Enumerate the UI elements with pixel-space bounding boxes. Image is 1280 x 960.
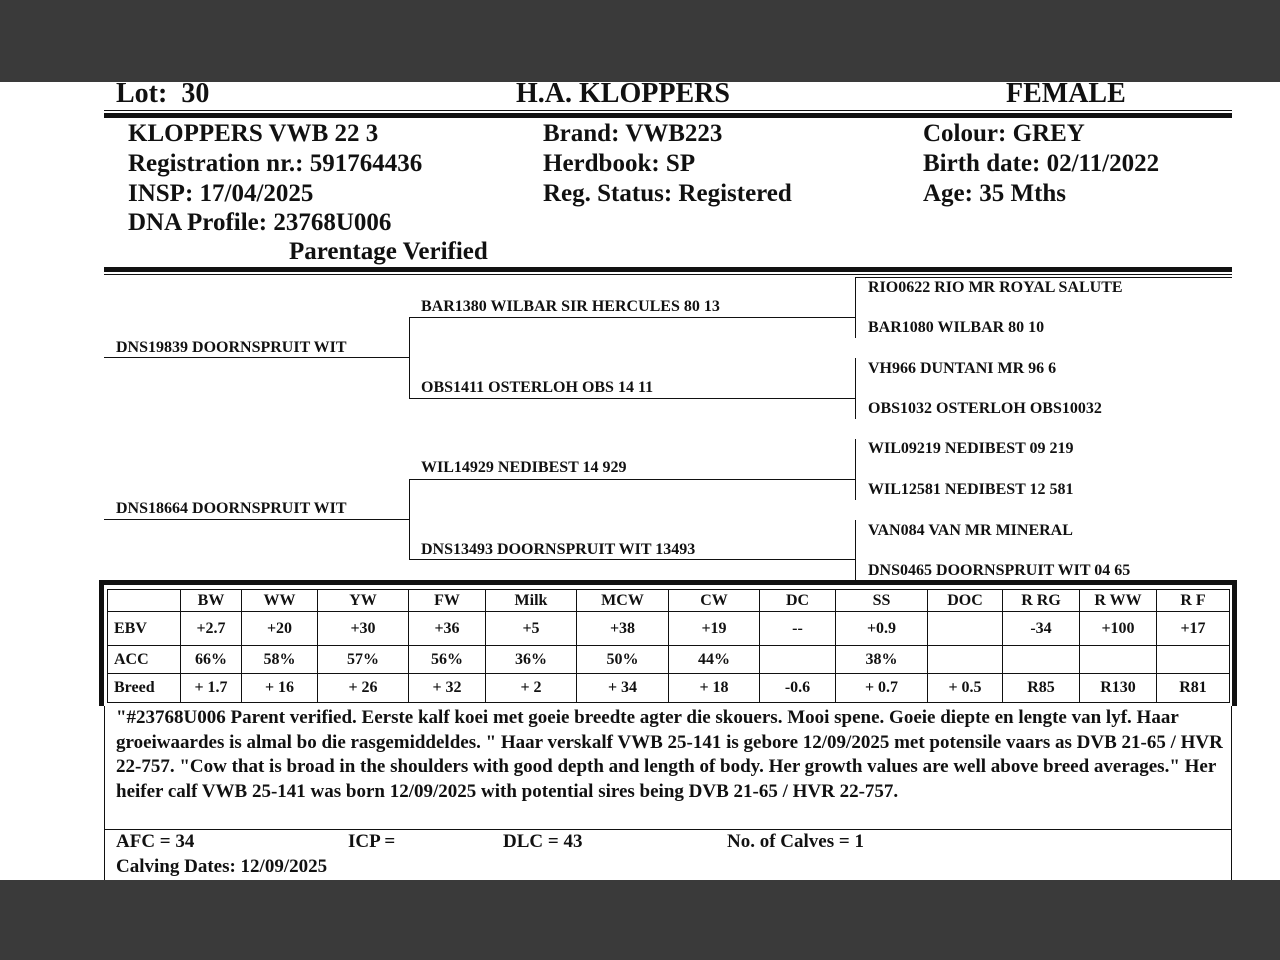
birth-date: Birth date: 02/11/2022 [923, 150, 1160, 177]
ebv-header-cell: DOC [928, 590, 1003, 612]
notes-divider [104, 829, 1232, 830]
registration-number: Registration nr.: 591764436 [128, 150, 423, 177]
reg-status: Reg. Status: Registered [543, 180, 792, 207]
ebv-frame-left [99, 580, 104, 706]
ebv-header-cell: BW [181, 590, 242, 612]
pedigree-sire-sire: BAR1380 WILBAR SIR HERCULES 80 13 [421, 298, 720, 315]
breed-cell: + 1.7 [181, 674, 242, 703]
notes-border-left [104, 706, 105, 880]
ebv-header-cell: R WW [1080, 590, 1157, 612]
dlc-value: DLC = 43 [503, 831, 583, 852]
breed-cell: + 34 [577, 674, 669, 703]
breed-cell: + 32 [409, 674, 486, 703]
ebv-cell: +5 [486, 612, 577, 646]
herdbook: Herdbook: SP [543, 150, 696, 177]
ebv-header-cell: CW [669, 590, 760, 612]
ebv-cell [928, 612, 1003, 646]
info-rule-thick [104, 267, 1232, 272]
ebv-header-cell: DC [760, 590, 836, 612]
ped-line [409, 479, 410, 560]
pedigree-dam-dam: DNS13493 DOORNSPRUIT WIT 13493 [421, 541, 696, 558]
ebv-header-cell [108, 590, 181, 612]
breed-cell: R130 [1080, 674, 1157, 703]
acc-cell: 56% [409, 646, 486, 674]
pedigree-ggp-7: VAN084 VAN MR MINERAL [868, 522, 1073, 539]
acc-cell [928, 646, 1003, 674]
pedigree-ggp-6: WIL12581 NEDIBEST 12 581 [868, 481, 1074, 498]
animal-name: KLOPPERS VWB 22 3 [128, 120, 379, 147]
pedigree-ggp-5: WIL09219 NEDIBEST 09 219 [868, 440, 1074, 457]
icp-value: ICP = [348, 831, 396, 852]
pedigree-ggp-1: RIO0622 RIO MR ROYAL SALUTE [868, 279, 1123, 296]
header-rule-thick [104, 113, 1232, 118]
ebv-header-cell: SS [836, 590, 928, 612]
ebv-cell: -- [760, 612, 836, 646]
colour: Colour: GREY [923, 120, 1085, 147]
breed-cell: + 16 [242, 674, 318, 703]
acc-cell [1003, 646, 1080, 674]
pedigree-ggp-4: OBS1032 OSTERLOH OBS10032 [868, 400, 1102, 417]
comments-text: "#23768U006 Parent verified. Eerste kalf koei met goeie breedte agter die skouers. Mooi spene. Goeie diepte en lengte van lyf. Haar groeiwaardes is almal bo die rasgemiddeldes. " Haar verskalf VWB 25-141 is gebore 12/09/2025 met potensile vaars as DVB 21-65 / HVR 22-757. "Cow that is broad in the shoulders with good depth and length of body. Her growth values are well above breed averages." Her heifer calf VWB 25-141 was born 12/09/2025 with potential sires being DVB 21-65 / HVR 22-757. [116, 707, 1223, 802]
ebv-cell: +36 [409, 612, 486, 646]
acc-cell: 66% [181, 646, 242, 674]
breed-cell: + 18 [669, 674, 760, 703]
ped-line [409, 398, 855, 399]
breed-row-label: Breed [108, 674, 181, 703]
ped-line [855, 277, 856, 338]
ebv-header-row [108, 590, 1230, 612]
ebv-cell: +19 [669, 612, 760, 646]
breed-cell: + 0.7 [836, 674, 928, 703]
ebv-cell: +100 [1080, 612, 1157, 646]
pedigree-dam-sire: WIL14929 NEDIBEST 14 929 [421, 459, 627, 476]
ped-line [855, 439, 856, 500]
calving-dates: Calving Dates: 12/09/2025 [116, 856, 328, 877]
calves-count: No. of Calves = 1 [727, 831, 864, 852]
ebv-row [108, 612, 1230, 646]
ebv-cell: +2.7 [181, 612, 242, 646]
acc-cell [1157, 646, 1230, 674]
breed-cell: R81 [1157, 674, 1230, 703]
ebv-cell: +17 [1157, 612, 1230, 646]
header-rule-thin [104, 110, 1232, 111]
ebv-header-cell: R RG [1003, 590, 1080, 612]
breed-cell: + 0.5 [928, 674, 1003, 703]
brand: Brand: VWB223 [543, 120, 723, 147]
afc-value: AFC = 34 [116, 831, 195, 852]
ebv-row-label: EBV [108, 612, 181, 646]
breed-cell: -0.6 [760, 674, 836, 703]
ebv-frame-top [99, 580, 1237, 585]
pedigree-dam: DNS18664 DOORNSPRUIT WIT [116, 500, 347, 517]
notes-border-right [1231, 706, 1232, 880]
lot-number: 30 [181, 78, 210, 109]
pedigree-ggp-2: BAR1080 WILBAR 80 10 [868, 319, 1045, 336]
ebv-header-cell: YW [318, 590, 409, 612]
ped-line [409, 317, 410, 399]
breeder-name: H.A. KLOPPERS [516, 78, 730, 109]
ebv-table [107, 589, 1230, 703]
acc-cell: 36% [486, 646, 577, 674]
ebv-header-cell: FW [409, 590, 486, 612]
ped-line [104, 519, 409, 520]
ebv-header-cell: MCW [577, 590, 669, 612]
ped-line [409, 317, 855, 318]
breed-cell: + 26 [318, 674, 409, 703]
ped-line [855, 277, 1232, 278]
pedigree-sire-dam: OBS1411 OSTERLOH OBS 14 11 [421, 379, 654, 396]
lot-label [116, 78, 209, 110]
ped-line [409, 559, 855, 560]
ebv-cell: +20 [242, 612, 318, 646]
breed-row [108, 674, 1230, 703]
ped-line [104, 357, 409, 358]
ped-line [855, 520, 856, 581]
ped-line [409, 479, 855, 480]
age: Age: 35 Mths [923, 180, 1067, 207]
ebv-cell: +0.9 [836, 612, 928, 646]
acc-cell: 58% [242, 646, 318, 674]
pedigree-ggp-3: VH966 DUNTANI MR 96 6 [868, 360, 1057, 377]
breed-cell: R85 [1003, 674, 1080, 703]
breed-cell: + 2 [486, 674, 577, 703]
ebv-cell: +38 [577, 612, 669, 646]
acc-cell: 50% [577, 646, 669, 674]
acc-cell: 38% [836, 646, 928, 674]
insp-date: INSP: 17/04/2025 [128, 180, 314, 207]
acc-cell: 57% [318, 646, 409, 674]
acc-row [108, 646, 1230, 674]
ebv-header-cell: WW [242, 590, 318, 612]
acc-cell [760, 646, 836, 674]
bottom-dark-band [0, 880, 1280, 960]
ebv-cell: -34 [1003, 612, 1080, 646]
dna-profile: DNA Profile: 23768U006 [128, 209, 392, 236]
ebv-frame-right [1232, 580, 1237, 706]
ebv-header-cell: Milk [486, 590, 577, 612]
ped-line [855, 358, 856, 419]
parentage-status: Parentage Verified [289, 238, 488, 265]
acc-cell [1080, 646, 1157, 674]
top-dark-band [0, 0, 1280, 82]
ebv-cell: +30 [318, 612, 409, 646]
info-rule-thin [104, 274, 1232, 275]
ebv-header-cell: R F [1157, 590, 1230, 612]
sex: FEMALE [1006, 78, 1126, 109]
pedigree-sire: DNS19839 DOORNSPRUIT WIT [116, 339, 347, 356]
lot-label-text: Lot: [116, 78, 168, 109]
pedigree-ggp-8: DNS0465 DOORNSPRUIT WIT 04 65 [868, 562, 1131, 579]
acc-cell: 44% [669, 646, 760, 674]
acc-row-label: ACC [108, 646, 181, 674]
